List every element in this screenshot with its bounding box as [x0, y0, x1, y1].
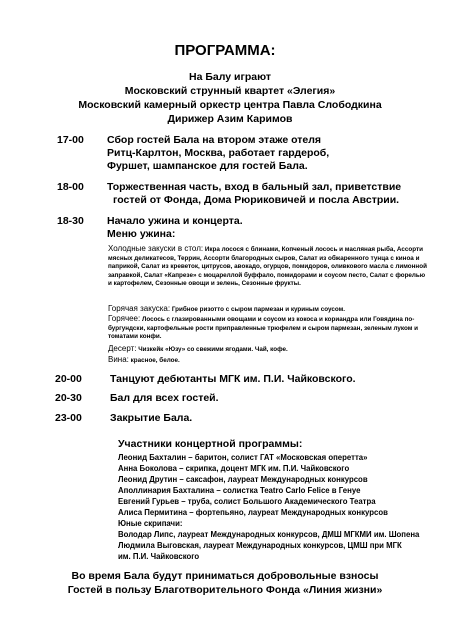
intro-line: Дирижер Азим Каримов	[167, 113, 293, 125]
schedule-text	[107, 181, 401, 207]
schedule-text	[107, 134, 329, 173]
intro-line: Московский камерный оркестр центра Павла Слободкина	[78, 99, 382, 111]
intro-block	[30, 70, 430, 126]
participant: им. П.И. Чайковского	[118, 552, 200, 561]
schedule-text	[110, 392, 219, 405]
schedule-time: 18-30	[57, 215, 84, 227]
page-title: ПРОГРАММА:	[174, 42, 276, 59]
participant: Евгений Гурьев – труба, солист Большого Академического Театра	[118, 497, 376, 506]
menu-label: Холодные закуски в стол:	[108, 244, 204, 253]
intro-line: На Балу играют	[189, 71, 271, 83]
menu-cold	[108, 245, 428, 289]
menu-text: Лосось с глазированными овощами и соусом из кокоса и кориандра или Говядина по-бургундски, картофельные рости приправленные трюфелем и сыром пармезан, зеленым луком и томатами конфи.	[108, 316, 419, 341]
menu-text: Чизкейк «Юзу» со свежими ягодами. Чай, кофе.	[138, 346, 288, 353]
schedule-line: гостей от Фонда, Дома Рюриковичей и посла Австрии.	[113, 194, 400, 206]
participant: Людмила Выговская, лауреат Международных конкурсов, ЦМШ при МГК	[118, 541, 402, 550]
schedule-time: 23-00	[55, 412, 82, 424]
menu-text: Грибное ризотто с сыром пармезан и куриным соусом.	[171, 306, 345, 313]
schedule-time: 18-00	[57, 181, 84, 193]
schedule-time: 20-00	[55, 373, 82, 385]
menu-dessert	[108, 345, 428, 355]
menu-hot	[108, 315, 428, 342]
menu-label: Вина:	[108, 355, 129, 364]
schedule-line: Фуршет, шампанское для гостей Бала.	[107, 160, 308, 172]
menu-wine	[108, 356, 428, 366]
participants-list	[118, 452, 438, 562]
schedule-line: Закрытие Бала.	[110, 412, 193, 424]
participants-title: Участники концертной программы:	[118, 438, 303, 450]
menu-hot-starter	[108, 305, 428, 315]
menu-label: Десерт:	[108, 344, 137, 353]
menu-label: Горячее:	[108, 314, 141, 323]
menu-text: красное, белое.	[130, 357, 180, 364]
schedule-line: Торжественная часть, вход в бальный зал, приветствие	[107, 181, 402, 193]
schedule-line: Танцуют дебютанты МГК им. П.И. Чайковского.	[110, 373, 356, 385]
schedule-time: 17-00	[57, 134, 84, 146]
schedule-line: Меню ужина:	[107, 228, 176, 240]
schedule-time: 20-30	[55, 392, 82, 404]
footer-line: Гостей в пользу Благотворительного Фонда «Линия жизни»	[67, 584, 383, 596]
participant: Анна Боколова – скрипка, доцент МГК им. П.И. Чайковского	[118, 464, 350, 473]
schedule-line: Бал для всех гостей.	[110, 392, 219, 404]
menu-label: Горячая закуска:	[108, 304, 171, 313]
participant: Юные скрипачи:	[118, 519, 183, 528]
menu-text: Икра лосося с блинами, Копченый лосось и масляная рыба, Ассорти мясных деликатесов, Террин, Ассорти благородных сыров, Салат из обжаренного тунца с киноа и паприкой, Салат из креветок, цитрусов, авокадо, огурцов, помидоров, оливкового масла с лимонной заправкой, Салат «Капрезе» с моцареллой буффало, помидорами и соусом песто, Салат с форелью и картофелем, Сезонные овощи и зелень, Сезонные фрукты.	[108, 246, 427, 288]
schedule-line: Начало ужина и концерта.	[107, 215, 243, 227]
schedule-line: Ритц-Карлтон, Москва, работает гардероб,	[107, 147, 330, 159]
participant: Леонид Бахталин – баритон, солист ГАТ «Московская оперетта»	[118, 453, 368, 462]
participant: Аполлинария Бахталина – солистка Teatro Carlo Felice в Генуе	[118, 486, 361, 495]
participant: Володар Липс, лауреат Международных конкурсов, ДМШ МГКМИ им. Шопена	[118, 530, 420, 539]
schedule-text	[110, 412, 192, 425]
footer-line: Во время Бала будут приниматься добровольные взносы	[71, 570, 379, 582]
schedule-text	[110, 373, 356, 386]
intro-line: Московский струнный квартет «Элегия»	[124, 85, 336, 97]
participant: Леонид Друтин – саксафон, лауреат Международных конкурсов	[118, 475, 368, 484]
schedule-line: Сбор гостей Бала на втором этаже отеля	[107, 134, 322, 146]
footer-note	[20, 569, 430, 597]
schedule-text	[107, 215, 243, 241]
participant: Алиса Пермитина – фортепьяно, лауреат Международных конкурсов	[118, 508, 388, 517]
